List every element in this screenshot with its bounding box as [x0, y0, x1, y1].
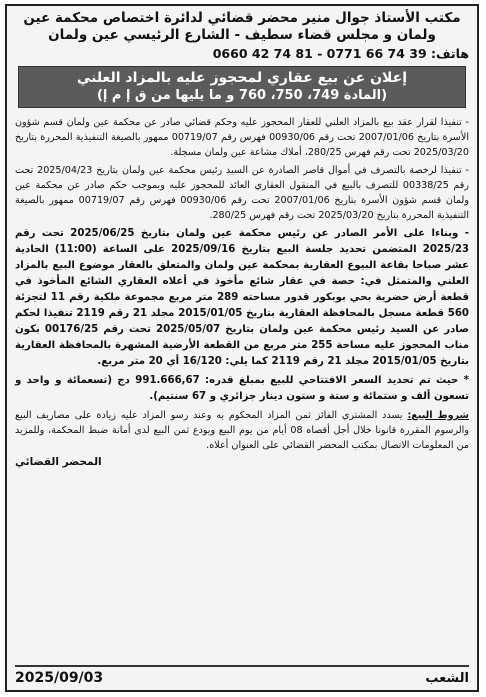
phone-numbers: 0660 42 74 81 - 0771 66 74 39	[212, 46, 427, 61]
office-header-line2: ولمان و مجلس قضاء سطيف - الشارع الرئيسي عين ولمان	[48, 27, 436, 43]
publication-name: الشعب	[425, 670, 469, 686]
announcement-title: إعلان عن بيع عقاري لمحجوز عليه بالمزاد العلني	[76, 70, 408, 86]
opening-price-paragraph: * حيث تم تحديد السعر الافتتاحي للبيع بمبلغ قدره: 991.666,67 دج (تسعمائة و واحد و تسعون ألف و ستمائة و ستة و ستون دينار جزائري و 67 سنتيم).	[15, 375, 470, 402]
office-header	[15, 10, 469, 44]
sale-order-paragraph: - وبناءا على الأمر الصادر عن رئيس محكمة عين ولمان بتاريخ 2025/06/25 تحت رقم 2025/23 المتضمن تحديد جلسة البيع بتاريخ 2025/09/16 على الساعة (11:00) الحادية عشر صباحا بقاعة البيوع العقارية بمحكمة عين ولمان والمتعلق بالعقار موضوع البيع بالمزاد العلني والمتمثل في: حصة في عقار شائع مأخوذ في أعلاه العقاري الشائع المأخوذ في قطعة أرض حضرية بحي بوبكور قدور مساحته 289 متر مربع مجموعة ملكية رقم 11 لتجزئة 560 قطعة مسجل بالمحافظة العقارية بتاريخ 2015/01/05 مجلد 21 رقم 2119 تنفيذا لحكم صادر عن السيد رئيس محكمة عين ولمان بتاريخ 2025/05/07 تحت رقم 00176/25 بكون مناب المحجوز عليه مساحة 255 متر مربع من القطعة الأرضية المشهرة بالمحافظة العقارية بتاريخ 2015/01/05 مجلد 21 رقم 2119 كما يلي: 16/120 أي 20 متر مربع.	[15, 228, 470, 367]
publication-footer	[15, 665, 469, 686]
signature: المحضر القضائي	[15, 456, 102, 468]
execution-paragraph-1: - تنفيذا لقرار عقد بيع بالمزاد العلني للعقار المحجوز عليه وحكم قضائي صادر عن محكمة عين ولمان قسم شؤون الأسرة بتاريخ 2007/01/06 تحت رقم 00930/06 فهرس رقم 00719/07 ممهور بالصيغة التنفيذية المحررة بتاريخ 2025/03/20 تحت رقم فهرس 280/25، أملاك مشاعة عين ولمان مسجلة.	[15, 117, 469, 158]
phone-line	[15, 46, 469, 61]
execution-paragraph-2: - تنفيذا لرخصة بالتصرف في أموال قاصر الصادرة عن السيد رئيس محكمة عين ولمان بتاريخ 2025/04/23 تحت رقم 00338/25 للتصرف بالبيع في المنقول العقاري العائد للمحجوز عليه وبموجب حكم صادر عن محكمة عين ولمان قسم شؤون الأسرة بتاريخ 2007/01/06 تحت رقم 00930/06 فهرس رقم 00719/07 ممهور بالصيغة التنفيذية المحررة بتاريخ 2025/03/20 تحت رقم فهرس 280/25.	[15, 165, 469, 221]
notice-body	[15, 115, 469, 468]
legal-notice	[5, 4, 479, 692]
office-header-line1: مكتب الأستاذ جوال منير محضر قضائي لدائرة اختصاص محكمة عين	[23, 10, 461, 26]
announcement-banner	[18, 66, 466, 108]
publication-date: 2025/09/03	[15, 670, 104, 686]
sale-conditions-text: يسدد المشتري الفائز ثمن المزاد المحكوم به وعند رسو المزاد عليه زيادة على مصاريف البيع والرسوم المقررة قانونا خلال أجل أقصاه 08 أيام من يوم البيع ويودع ثمن البيع لدى أمانة ضبط المحكمة، وللمزيد من المعلومات الاتصال بمكتب المحضر القضائي على العنوان أعلاه.	[15, 410, 469, 451]
phone-label: هاتف:	[431, 46, 469, 61]
sale-conditions-label: شروط البيع:	[407, 410, 469, 421]
sale-conditions	[15, 408, 469, 453]
announcement-subtitle: (المادة 749، 750، 760 و ما يليها من ق إ م إ)	[96, 88, 388, 103]
